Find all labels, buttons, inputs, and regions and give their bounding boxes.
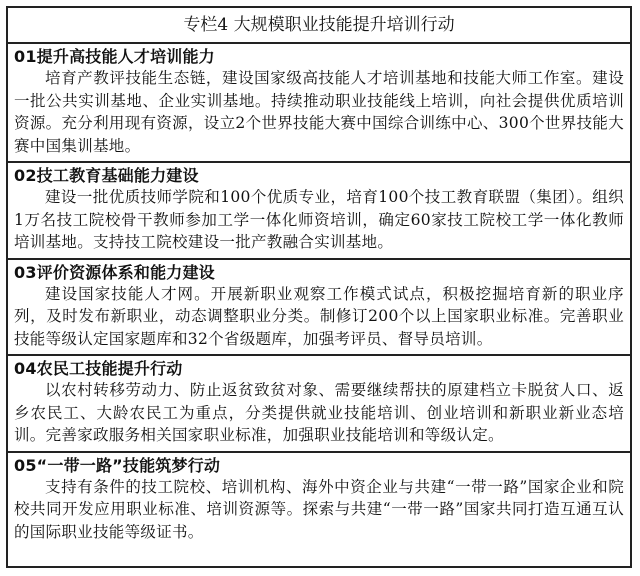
section-05 xyxy=(8,453,630,548)
section-body: 支持有条件的技工院校、培训机构、海外中资企业与共建“一带一路”国家企业和院校共同开发应用职业标准、培训资源等。探索与共建“一带一路”国家共同打造互通互认的国际职业技能等级证书。 xyxy=(14,477,624,541)
box-title: 专栏4 大规模职业技能提升培训行动 xyxy=(8,8,630,44)
section-heading: 03评价资源体系和能力建设 xyxy=(14,262,215,282)
section-heading: 01提升高技能人才培训能力 xyxy=(14,47,215,66)
section-body: 建设国家技能人才网。开展新职业观察工作模式试点，积极挖掘培育新的职业序列，及时发布新职业，动态调整职业分类。制修订200个以上国家职业标准。完善职业技能等级认定国家题库和32个省级题库，加强考评员、督导员培训。 xyxy=(14,284,624,348)
section-heading: 02技工教育基础能力建设 xyxy=(14,166,199,185)
section-body: 培育产教评技能生态链，建设国家级高技能人才培训基地和技能大师工作室。建设一批公共实训基地、企业实训基地。持续推动职业技能线上培训，向社会提供优质培训资源。充分利用现有资源，设立2个世界技能大赛中国综合训练中心、300个世界技能大赛中国集训基地。 xyxy=(14,69,624,155)
section-04 xyxy=(8,356,630,453)
section-body: 以农村转移劳动力、防止返贫致贫对象、需要继续帮扶的原建档立卡脱贫人口、返乡农民工、大龄农民工为重点，分类提供就业技能培训、创业培训和新职业新业态培训。完善家政服务相关国家职业标准，加强职业技能培训和等级认定。 xyxy=(14,381,624,444)
section-03 xyxy=(8,260,630,357)
section-02 xyxy=(8,163,630,260)
feature-box xyxy=(6,6,632,568)
section-heading: 04农民工技能提升行动 xyxy=(14,359,183,378)
section-body: 建设一批优质技师学院和100个优质专业，培育100个技工教育联盟（集团）。组织1万名技工院校骨干教师参加工学一体化师资培训，确定60家技工院校工学一体化教师培训基地。支持技工院校建设一批产教融合实训基地。 xyxy=(14,188,624,251)
section-heading: 05“一带一路”技能筑梦行动 xyxy=(14,455,221,475)
section-01 xyxy=(8,44,630,163)
